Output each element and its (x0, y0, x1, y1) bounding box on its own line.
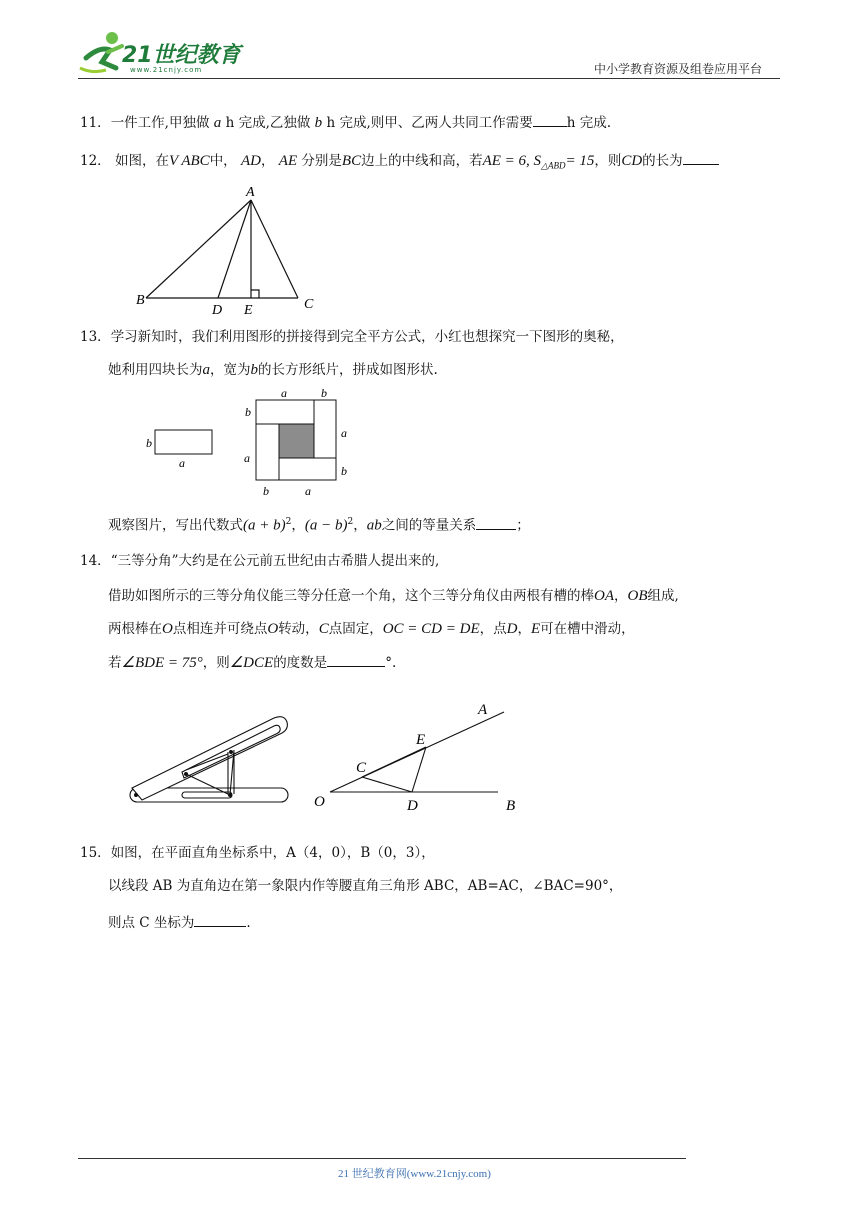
svg-text:b: b (146, 436, 152, 450)
question-15-line-3: 则点 C 坐标为 . (108, 912, 251, 933)
label-B: B (136, 293, 145, 308)
answer-blank[interactable] (327, 652, 385, 667)
question-14-line-3: 两根棒在O点相连并可绕点O转动，C点固定，OC = CD = DE，点D，E可在槽中滑动， (108, 621, 635, 637)
question-number: 12． (80, 153, 111, 169)
label-A: A (246, 185, 255, 200)
answer-blank[interactable] (194, 912, 246, 927)
svg-text:b: b (341, 464, 347, 478)
svg-text:b: b (245, 405, 251, 419)
logo-text: 21世纪教育 (122, 43, 241, 68)
question-number: 13． (80, 329, 111, 345)
label-A: A (478, 702, 488, 718)
svg-text:a: a (281, 386, 287, 400)
svg-text:a: a (305, 484, 311, 498)
label-C: C (356, 760, 367, 776)
platform-name: 中小学教育资源及组卷应用平台 (594, 62, 763, 76)
angle-trisection-diagram (312, 700, 532, 820)
question-13-line-1: 13．学习新知时，我们利用图形的拼接得到完全平方公式，小红也想探究一下图形的奥秘， (80, 329, 624, 345)
question-14-line-2: 借助如图所示的三等分角仪能三等分任意一个角，这个三等分角仪由两根有槽的棒OA，OB组成, (108, 588, 679, 604)
question-12: 12． 如图，在V ABC中， AD， AE 分别是BC边上的中线和高，若AE = 6, $S_{\triangle ABD}= 15$，则CD的长为 (80, 150, 719, 176)
question-11: 11．一件工作,甲独做 a h 完成,乙独做 b h 完成,则甲、乙两人共同工作需要 h 完成. (80, 112, 611, 133)
label-E: E (416, 732, 426, 748)
triangle-figure (130, 180, 330, 320)
answer-blank[interactable] (533, 112, 567, 127)
header-rule (78, 78, 780, 79)
question-15-line-1: 15．如图，在平面直角坐标系中，A（4，0），B（0，3）， (80, 845, 435, 861)
svg-text:a: a (179, 456, 185, 470)
svg-text:a: a (341, 426, 347, 440)
label-D: D (212, 303, 223, 318)
question-number: 14． (80, 553, 111, 569)
answer-blank[interactable] (683, 150, 719, 165)
question-15-line-2: 以线段 AB 为直角边在第一象限内作等腰直角三角形 ABC，AB=AC，∠BAC=90°， (108, 878, 623, 894)
logo-url: www.21cnjy.com (130, 66, 203, 74)
trisector-device-figure (124, 712, 294, 812)
question-number: 11． (80, 115, 111, 131)
svg-text:b: b (263, 484, 269, 498)
label-E: E (244, 303, 253, 318)
rectangle-figure (140, 385, 370, 500)
footer-text: 21 世纪教育网(www.21cnjy.com) (338, 1168, 491, 1180)
label-D: D (407, 798, 418, 814)
label-O: O (314, 794, 325, 810)
logo (72, 28, 252, 78)
answer-blank[interactable] (476, 515, 516, 530)
question-14-line-1: 14．“三等分角”大约是在公元前五世纪由古希腊人提出来的, (80, 553, 440, 569)
label-C: C (304, 297, 314, 312)
svg-text:b: b (321, 386, 327, 400)
question-13-line-3: 观察图片，写出代数式$(a + b)^2$，$(a - b)^2$，ab之间的等量关系 ； (108, 512, 530, 536)
svg-text:a: a (244, 451, 250, 465)
question-number: 15． (80, 845, 111, 861)
question-14-line-4: 若∠BDE = 75°，则∠DCE的度数是 °. (108, 652, 396, 673)
question-13-line-2: 她利用四块长为a，宽为b的长方形纸片，拼成如图形状. (108, 362, 438, 378)
footer-rule (78, 1158, 686, 1159)
label-B: B (506, 798, 516, 814)
